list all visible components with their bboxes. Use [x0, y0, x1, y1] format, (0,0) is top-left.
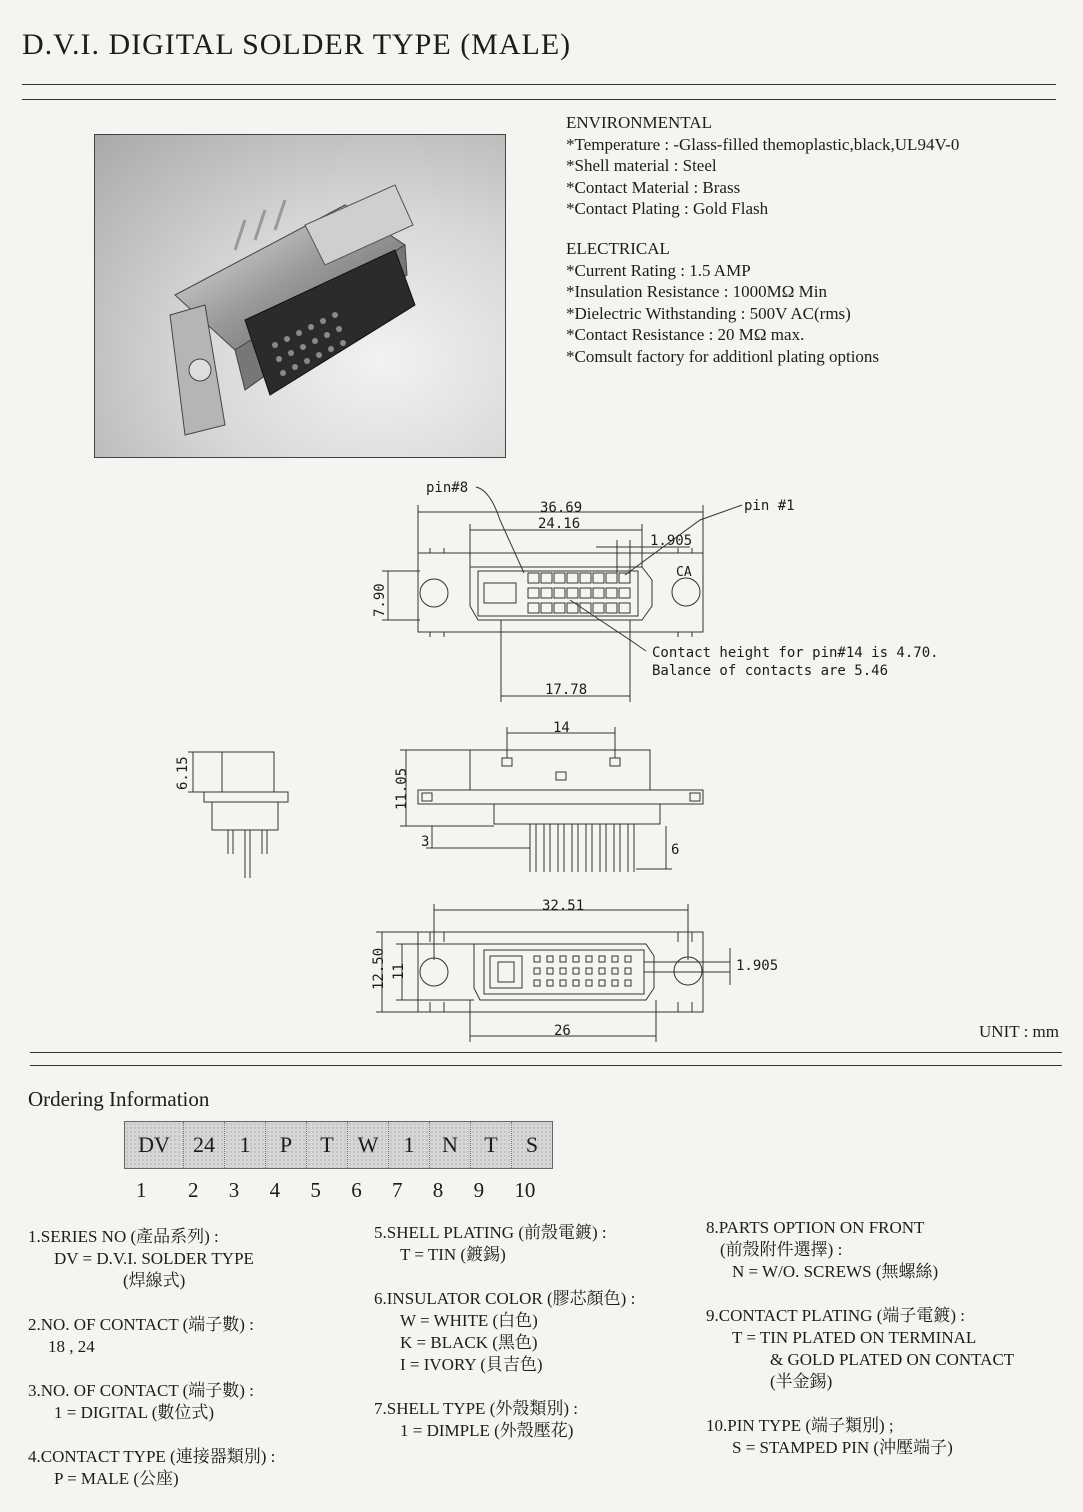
contacts-option: 18 , 24	[48, 1337, 95, 1356]
label-ca: CA	[676, 565, 692, 580]
insulator-color-option: W = WHITE (白色)	[400, 1311, 538, 1330]
dim-11-05: 11.05	[394, 767, 410, 810]
dim-32-51: 32.51	[542, 898, 585, 914]
dim-14: 14	[553, 720, 570, 736]
shell-type-option: 1 = DIMPLE (外殼壓花)	[400, 1421, 574, 1440]
electrical-heading: ELECTRICAL	[566, 238, 670, 258]
section-rule-top	[30, 1052, 1062, 1053]
contact-plating-heading: 9.CONTACT PLATING (端子電鍍) :	[706, 1306, 965, 1325]
label-pin1: pin #1	[744, 498, 795, 514]
mounting-hole-left	[420, 579, 448, 607]
insulator-color-heading: 6.INSULATOR COLOR (膠芯顏色) :	[374, 1289, 636, 1308]
code-cell: DV	[125, 1122, 184, 1168]
code-cell: P	[266, 1122, 307, 1168]
position-number: 1	[136, 1178, 147, 1202]
contacts-heading: 2.NO. OF CONTACT (端子數) :	[28, 1315, 254, 1334]
spec-line: *Temperature : -Glass-filled themoplastic,black,UL94V-0	[566, 134, 960, 154]
dim-3: 3	[421, 834, 430, 850]
rear-shield	[474, 944, 654, 1000]
spec-line: *Contact Plating : Gold Flash	[566, 199, 769, 219]
contact-type-heading: 4.CONTACT TYPE (連接器類別) :	[28, 1447, 276, 1466]
spec-line: *Contact Material : Brass	[566, 177, 741, 197]
top-view-pins	[530, 824, 634, 872]
series-option-note: (焊線式)	[123, 1271, 186, 1290]
pin-type-heading: 10.PIN TYPE (端子類別) ;	[706, 1416, 894, 1435]
code-cell: T	[471, 1122, 512, 1168]
ordering-info-col-3	[706, 1217, 1066, 1481]
ordering-position-numbers	[136, 1178, 555, 1203]
spec-line: *Contact Resistance : 20 MΩ max.	[566, 325, 805, 345]
position-number: 6	[351, 1178, 362, 1202]
position-number: 3	[228, 1178, 240, 1202]
code-cell: N	[430, 1122, 471, 1168]
dim-1-905-front: 1.905	[650, 533, 693, 549]
dim-26: 26	[554, 1023, 571, 1039]
side-view-body	[222, 752, 274, 792]
contact-type-option: P = MALE (公座)	[54, 1469, 179, 1488]
shell-type-heading: 7.SHELL TYPE (外殼類別) :	[374, 1399, 578, 1418]
parts-option-heading: 8.PARTS OPTION ON FRONT	[706, 1218, 925, 1237]
ordering-title: Ordering Information	[28, 1087, 210, 1111]
digital-option: 1 = DIGITAL (數位式)	[54, 1403, 215, 1422]
position-number: 9	[473, 1178, 485, 1202]
code-cell: T	[307, 1122, 348, 1168]
series-heading: 1.SERIES NO (產品系列) :	[28, 1227, 219, 1246]
dim-36-69: 36.69	[540, 500, 583, 516]
mounting-hole-right	[672, 578, 700, 606]
front-shield	[470, 567, 652, 620]
section-rule-bottom	[30, 1065, 1062, 1066]
environmental-heading: ENVIRONMENTAL	[566, 113, 712, 132]
dim-1-905-rear: 1.905	[736, 958, 779, 974]
position-number: 7	[391, 1178, 403, 1202]
contact-plating-option-note: (半金錫)	[770, 1372, 833, 1391]
insulator-color-option: K = BLACK (黑色)	[400, 1333, 538, 1352]
position-number: 10	[514, 1178, 536, 1202]
code-cell: 1	[389, 1122, 430, 1168]
code-cell: S	[512, 1122, 552, 1168]
side-view-rear	[212, 802, 278, 830]
label-pin8: pin#8	[426, 480, 469, 496]
page-title: D.V.I. DIGITAL SOLDER TYPE (MALE)	[22, 28, 572, 61]
series-option: DV = D.V.I. SOLDER TYPE	[54, 1249, 254, 1268]
code-cell: 1	[225, 1122, 266, 1168]
unit-label: UNIT : mm	[979, 1022, 1059, 1041]
position-number: 4	[269, 1178, 281, 1202]
top-view-flange	[418, 790, 703, 804]
pin-type-option: S = STAMPED PIN (沖壓端子)	[732, 1438, 953, 1457]
position-number: 8	[432, 1178, 444, 1202]
spec-line: *Comsult factory for additionl plating options	[566, 346, 880, 366]
position-number: 5	[310, 1178, 321, 1202]
position-number: 2	[188, 1178, 199, 1202]
top-view-rear	[494, 804, 660, 824]
digital-heading: 3.NO. OF CONTACT (端子數) :	[28, 1381, 254, 1400]
contact-note-1: Contact height for pin#14 is 4.70.	[652, 645, 939, 661]
code-cell: 24	[184, 1122, 225, 1168]
top-view-shell	[470, 750, 650, 790]
dim-24-16: 24.16	[538, 516, 581, 532]
spec-line: *Shell material : Steel	[566, 156, 717, 176]
ordering-info-col-1	[28, 1226, 358, 1512]
contact-plating-option-cont: & GOLD PLATED ON CONTACT	[770, 1350, 1015, 1369]
spec-line: *Current Rating : 1.5 AMP	[566, 260, 751, 280]
insulator-color-option: I = IVORY (貝吉色)	[400, 1355, 543, 1374]
shell-plating-heading: 5.SHELL PLATING (前殼電鍍) :	[374, 1223, 607, 1242]
shell-plating-option: T = TIN (鍍錫)	[400, 1245, 506, 1264]
ordering-code-box	[124, 1121, 553, 1169]
code-cell: W	[348, 1122, 389, 1168]
dim-7-90: 7.90	[372, 583, 388, 617]
ordering-info-col-2	[374, 1222, 694, 1464]
dim-6: 6	[671, 842, 680, 858]
dim-11: 11	[391, 963, 407, 980]
rear-pin-grid	[534, 956, 631, 986]
parts-option-subheading: (前殼附件選擇) :	[720, 1240, 843, 1259]
rear-hole-left	[420, 958, 448, 986]
spec-line: *Dielectric Withstanding : 500V AC(rms)	[566, 303, 851, 323]
contact-plating-option: T = TIN PLATED ON TERMINAL	[732, 1328, 977, 1347]
front-key-slot	[484, 583, 516, 603]
side-view-flange	[204, 792, 288, 802]
front-insulator	[478, 571, 638, 616]
parts-option-option: N = W/O. SCREWS (無螺絲)	[732, 1262, 939, 1281]
dim-6-15: 6.15	[175, 756, 191, 790]
front-pin-grid	[528, 573, 630, 613]
spec-line: *Insulation Resistance : 1000MΩ Min	[566, 282, 828, 302]
dim-17-78: 17.78	[545, 682, 588, 698]
rear-hole-right	[674, 957, 702, 985]
dim-12-50: 12.50	[371, 947, 387, 990]
contact-note-2: Balance of contacts are 5.46	[652, 663, 889, 679]
